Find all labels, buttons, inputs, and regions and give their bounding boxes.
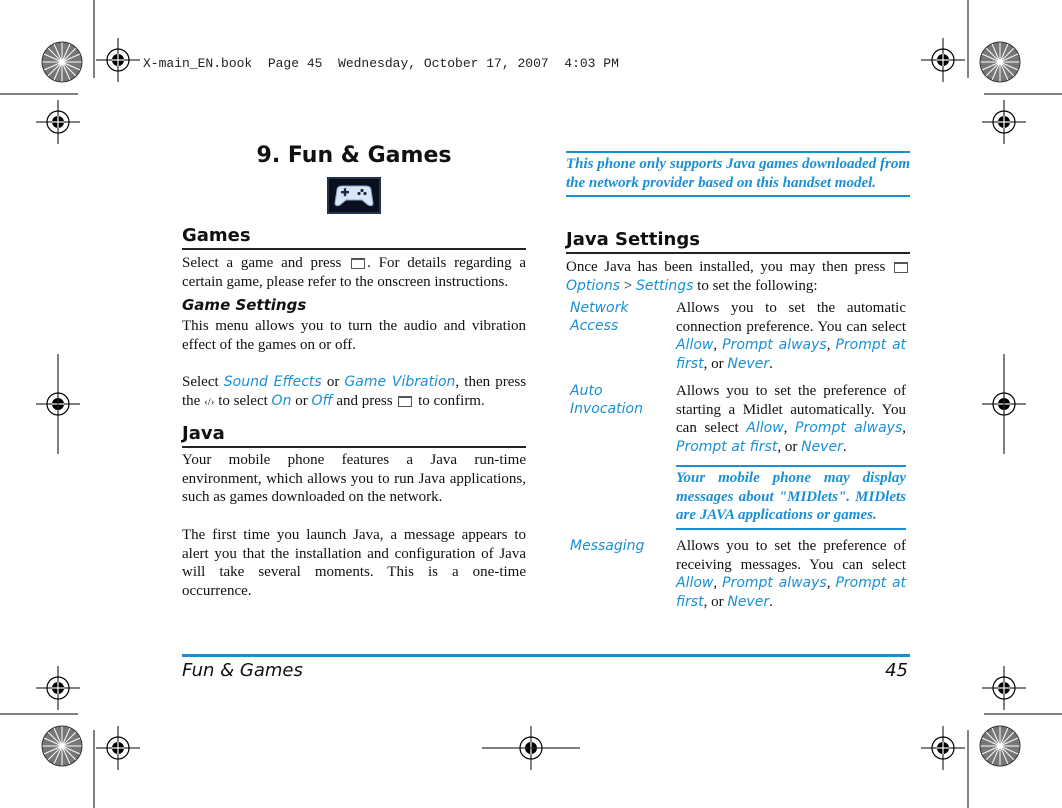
- option-never: Never: [727, 355, 770, 372]
- softkey-icon: [351, 258, 365, 269]
- text: ,: [826, 575, 831, 592]
- games-paragraph: [182, 254, 526, 291]
- footer-rule: [182, 654, 910, 657]
- section-heading-games: Games: [182, 225, 526, 250]
- option-allow: Allow: [746, 420, 784, 437]
- section-heading-java: Java: [182, 423, 526, 448]
- setting-desc-network-access: [676, 299, 906, 373]
- chapter-title: 9. Fun & Games: [256, 143, 452, 168]
- option-prompt-always: Prompt always: [722, 337, 827, 354]
- games-para-start: Select a game and press: [182, 255, 342, 271]
- option-allow: Allow: [676, 575, 714, 592]
- menu-settings: Settings: [636, 277, 694, 294]
- text: Once Java has been installed, you may then press: [566, 259, 886, 275]
- text: Allows you to set the preference of starting a Midlet automatically. You can select: [676, 383, 906, 437]
- text: .: [769, 593, 773, 610]
- softkey-icon: [894, 262, 908, 273]
- option-prompt-always: Prompt always: [795, 420, 903, 437]
- game-settings-instructions: [182, 373, 526, 411]
- left-right-icon: ‹/›: [204, 395, 215, 408]
- midlets-note: Your mobile phone may display messages about "MIDlets". MIDlets are JAVA applications or games.: [676, 465, 906, 530]
- text: Allows you to set the automatic connection preference. You can select: [676, 300, 906, 335]
- text: , or: [777, 438, 798, 455]
- text: .: [769, 355, 773, 372]
- menu-game-vibration: Game Vibration: [344, 374, 456, 390]
- option-prompt-at-first: Prompt at first: [676, 575, 907, 610]
- setting-label-network-access: Network Access: [570, 300, 629, 334]
- text: or: [326, 374, 340, 390]
- text: >: [623, 277, 633, 294]
- print-header: X-main_EN.book Page 45 Wednesday, October 17, 2007 4:03 PM: [143, 56, 619, 71]
- java-settings-intro: [566, 258, 910, 295]
- setting-label-messaging: Messaging: [570, 538, 645, 554]
- setting-desc-messaging: [676, 537, 906, 611]
- text: .: [842, 438, 847, 455]
- setting-label-auto-invocation: Auto Invocation: [570, 383, 643, 417]
- menu-sound-effects: Sound Effects: [223, 374, 322, 390]
- setting-desc-auto-invocation: [676, 382, 906, 456]
- option-off: Off: [311, 392, 333, 409]
- text: ,: [902, 420, 906, 437]
- text: ,: [826, 337, 831, 354]
- text: or: [711, 593, 724, 610]
- text: ,: [713, 575, 718, 592]
- option-on: On: [271, 392, 292, 409]
- text: to set the following:: [697, 277, 818, 294]
- text: Allows you to set the preference of receiving messages. You can select: [676, 538, 906, 573]
- option-prompt-always: Prompt always: [722, 575, 827, 592]
- text: and press: [336, 392, 393, 409]
- text: , or: [703, 355, 724, 372]
- java-paragraph-1: Your mobile phone features a Java run-time environment, which allows you to run Java applications, such as games downloaded on the network.: [182, 452, 526, 506]
- text: ,: [713, 337, 718, 354]
- game-settings-heading: Game Settings: [182, 296, 307, 314]
- text: ,: [703, 593, 708, 610]
- java-download-note: This phone only supports Java games downloaded from the network provider based on this handset model.: [566, 151, 910, 197]
- softkey-icon: [398, 396, 412, 407]
- text: ,: [783, 420, 788, 437]
- game-settings-paragraph: This menu allows you to turn the audio and vibration effect of the games on or off.: [182, 318, 526, 353]
- java-paragraph-2: The first time you launch Java, a message appears to alert you that the installation and configuration of Java will take several moments. This is a one-time occurrence.: [182, 527, 526, 599]
- option-never: Never: [727, 593, 770, 610]
- menu-options: Options: [566, 277, 621, 294]
- text: Select: [182, 374, 219, 390]
- text: , then press the: [182, 374, 527, 409]
- option-prompt-at-first: Prompt at first: [676, 337, 907, 372]
- gamepad-icon: [327, 177, 381, 214]
- games-para-end: . For details regarding a certain game, please refer to the onscreen instructions.: [182, 255, 527, 290]
- text: or: [295, 392, 308, 409]
- text: to confirm.: [418, 392, 485, 409]
- option-prompt-at-first: Prompt at first: [676, 438, 778, 455]
- footer-page-number: 45: [885, 660, 908, 681]
- text: to select: [218, 392, 268, 409]
- option-never: Never: [801, 438, 843, 455]
- option-allow: Allow: [676, 337, 714, 354]
- section-heading-java-settings: Java Settings: [566, 229, 910, 254]
- footer-section-name: Fun & Games: [182, 660, 303, 681]
